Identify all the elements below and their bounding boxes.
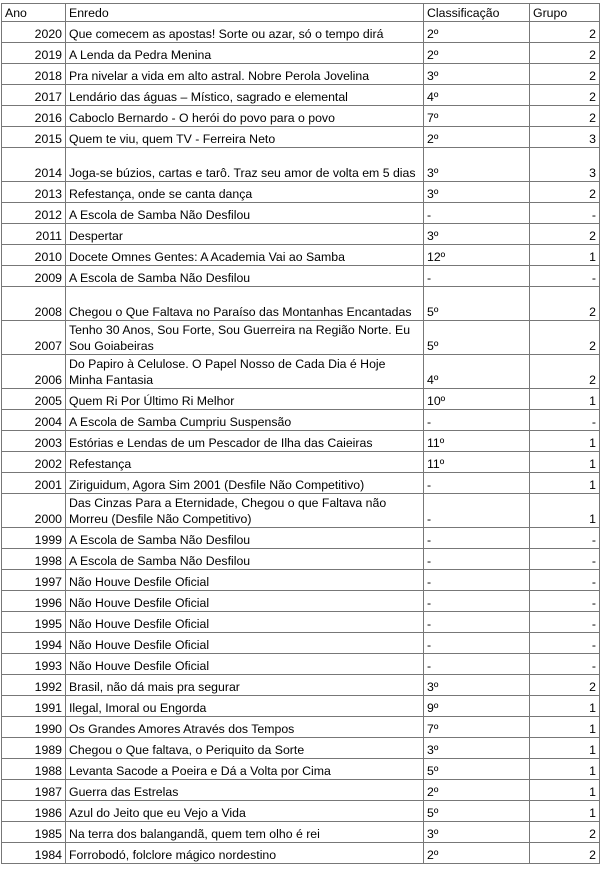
ano-cell: 2000	[2, 494, 66, 528]
ano-cell: 1993	[2, 654, 66, 675]
grupo-cell: 3	[530, 148, 600, 182]
table-row	[2, 549, 600, 570]
classificacao-cell: 5º	[424, 321, 530, 355]
classificacao-cell: 9º	[424, 696, 530, 717]
classificacao-cell: 2º	[424, 43, 530, 64]
classificacao-cell: -	[424, 528, 530, 549]
ano-cell: 1984	[2, 843, 66, 864]
grupo-cell: 2	[530, 675, 600, 696]
grupo-cell: 3	[530, 127, 600, 148]
grupo-cell: -	[530, 410, 600, 431]
classificacao-cell: 3º	[424, 675, 530, 696]
classificacao-cell: 11º	[424, 431, 530, 452]
table-row	[2, 473, 600, 494]
ano-cell: 2002	[2, 452, 66, 473]
enredo-cell: Não Houve Desfile Oficial	[66, 570, 424, 591]
classificacao-cell: 2º	[424, 780, 530, 801]
enredo-cell: Chegou o Que Faltava no Paraíso das Montanhas Encantadas	[66, 287, 424, 321]
classificacao-cell: -	[424, 410, 530, 431]
ano-cell: 2012	[2, 203, 66, 224]
table-row	[2, 321, 600, 355]
grupo-cell: 2	[530, 22, 600, 43]
enredo-cell: A Lenda da Pedra Menina	[66, 43, 424, 64]
classificacao-cell: -	[424, 612, 530, 633]
grupo-cell: -	[530, 633, 600, 654]
classificacao-cell: -	[424, 473, 530, 494]
classificacao-cell: 3º	[424, 148, 530, 182]
grupo-cell: 1	[530, 717, 600, 738]
table-row	[2, 182, 600, 203]
table-row	[2, 389, 600, 410]
grupo-cell: 2	[530, 224, 600, 245]
enredo-cell: Os Grandes Amores Através dos Tempos	[66, 717, 424, 738]
grupo-cell: 1	[530, 696, 600, 717]
table-row	[2, 570, 600, 591]
grupo-cell: -	[530, 266, 600, 287]
grupo-cell: 1	[530, 738, 600, 759]
enredo-cell: Ilegal, Imoral ou Engorda	[66, 696, 424, 717]
classificacao-cell: -	[424, 633, 530, 654]
grupo-cell: 2	[530, 321, 600, 355]
ano-cell: 2019	[2, 43, 66, 64]
table-row	[2, 22, 600, 43]
classificacao-cell: 2º	[424, 843, 530, 864]
enredo-cell: Levanta Sacode a Poeira e Dá a Volta por Cima	[66, 759, 424, 780]
enredo-cell: Refestança	[66, 452, 424, 473]
table-row	[2, 266, 600, 287]
enredo-cell: Refestança, onde se canta dança	[66, 182, 424, 203]
classificacao-cell: 12º	[424, 245, 530, 266]
ano-cell: 2018	[2, 64, 66, 85]
classificacao-cell: 3º	[424, 182, 530, 203]
table-row	[2, 801, 600, 822]
table-row	[2, 528, 600, 549]
ano-cell: 2004	[2, 410, 66, 431]
grupo-cell: 1	[530, 452, 600, 473]
grupo-cell: 2	[530, 43, 600, 64]
classificacao-cell: 4º	[424, 355, 530, 389]
classificacao-cell: 5º	[424, 801, 530, 822]
grupo-cell: 2	[530, 822, 600, 843]
ano-cell: 2013	[2, 182, 66, 203]
ano-cell: 1987	[2, 780, 66, 801]
grupo-cell: 2	[530, 182, 600, 203]
grupo-cell: 2	[530, 287, 600, 321]
grupo-cell: 1	[530, 759, 600, 780]
grupo-cell: 1	[530, 389, 600, 410]
ano-cell: 2014	[2, 148, 66, 182]
table-row	[2, 822, 600, 843]
ano-cell: 1997	[2, 570, 66, 591]
table-row	[2, 127, 600, 148]
enredo-cell: Brasil, não dá mais pra segurar	[66, 675, 424, 696]
grupo-cell: -	[530, 591, 600, 612]
ano-cell: 2008	[2, 287, 66, 321]
classificacao-cell: 2º	[424, 22, 530, 43]
grupo-cell: -	[530, 203, 600, 224]
ano-cell: 1999	[2, 528, 66, 549]
grupo-cell: -	[530, 612, 600, 633]
table-row	[2, 759, 600, 780]
classificacao-cell: -	[424, 654, 530, 675]
table-row	[2, 654, 600, 675]
ano-cell: 2017	[2, 85, 66, 106]
enredo-cell: Azul do Jeito que eu Vejo a Vida	[66, 801, 424, 822]
ano-cell: 1988	[2, 759, 66, 780]
ano-cell: 1989	[2, 738, 66, 759]
table-row	[2, 245, 600, 266]
table-row	[2, 675, 600, 696]
enredo-cell: Do Papiro à Celulose. O Papel Nosso de Cada Dia é Hoje Minha Fantasia	[66, 355, 424, 389]
ano-cell: 2007	[2, 321, 66, 355]
enredo-cell: Quem te viu, quem TV - Ferreira Neto	[66, 127, 424, 148]
enredo-cell: Estórias e Lendas de um Pescador de Ilha das Caieiras	[66, 431, 424, 452]
classificacao-cell: -	[424, 494, 530, 528]
table-row	[2, 355, 600, 389]
ano-cell: 2010	[2, 245, 66, 266]
classificacao-cell: -	[424, 570, 530, 591]
enredo-cell: A Escola de Samba Não Desfilou	[66, 528, 424, 549]
ano-cell: 1991	[2, 696, 66, 717]
ano-cell: 2011	[2, 224, 66, 245]
classificacao-cell: 4º	[424, 85, 530, 106]
table-row	[2, 843, 600, 864]
table-row	[2, 85, 600, 106]
classificacao-cell: -	[424, 549, 530, 570]
grupo-cell: -	[530, 549, 600, 570]
table-row	[2, 738, 600, 759]
enredo-cell: Chegou o Que faltava, o Periquito da Sorte	[66, 738, 424, 759]
grupo-cell: -	[530, 570, 600, 591]
grupo-cell: 2	[530, 843, 600, 864]
table-row	[2, 410, 600, 431]
table-body	[2, 22, 600, 864]
grupo-cell: 2	[530, 106, 600, 127]
table-row	[2, 633, 600, 654]
ano-cell: 2005	[2, 389, 66, 410]
table-row	[2, 591, 600, 612]
ano-cell: 1990	[2, 717, 66, 738]
enredo-cell: Ziriguidum, Agora Sim 2001 (Desfile Não Competitivo)	[66, 473, 424, 494]
enredo-cell: Caboclo Bernardo - O herói do povo para o povo	[66, 106, 424, 127]
enredo-cell: Forrobodó, folclore mágico nordestino	[66, 843, 424, 864]
table-row	[2, 696, 600, 717]
table-row	[2, 106, 600, 127]
ano-cell: 2006	[2, 355, 66, 389]
classificacao-cell: 7º	[424, 106, 530, 127]
enredo-cell: Não Houve Desfile Oficial	[66, 633, 424, 654]
table-row	[2, 431, 600, 452]
ano-cell: 2003	[2, 431, 66, 452]
enredo-cell: Joga-se búzios, cartas e tarô. Traz seu amor de volta em 5 dias	[66, 148, 424, 182]
table-row	[2, 287, 600, 321]
classificacao-cell: 3º	[424, 822, 530, 843]
table-row	[2, 224, 600, 245]
table-row	[2, 452, 600, 473]
grupo-cell: 2	[530, 355, 600, 389]
enredo-cell: Despertar	[66, 224, 424, 245]
grupo-cell: 1	[530, 431, 600, 452]
grupo-cell: 1	[530, 245, 600, 266]
ano-cell: 2009	[2, 266, 66, 287]
grupo-cell: 1	[530, 801, 600, 822]
grupo-cell: 1	[530, 473, 600, 494]
enredo-cell: Não Houve Desfile Oficial	[66, 654, 424, 675]
enredo-cell: Lendário das águas – Místico, sagrado e elemental	[66, 85, 424, 106]
classificacao-cell: -	[424, 203, 530, 224]
enredo-cell: Tenho 30 Anos, Sou Forte, Sou Guerreira na Região Norte. Eu Sou Goiabeiras	[66, 321, 424, 355]
enredo-cell: Das Cinzas Para a Eternidade, Chegou o que Faltava não Morreu (Desfile Não Competitivo)	[66, 494, 424, 528]
grupo-cell: 1	[530, 494, 600, 528]
ano-cell: 1985	[2, 822, 66, 843]
table-row	[2, 148, 600, 182]
table-row	[2, 780, 600, 801]
enredo-cell: Quem Ri Por Último Ri Melhor	[66, 389, 424, 410]
table-row	[2, 64, 600, 85]
enredo-cell: Docete Omnes Gentes: A Academia Vai ao Samba	[66, 245, 424, 266]
classificacao-cell: -	[424, 266, 530, 287]
classificacao-cell: 2º	[424, 127, 530, 148]
table-row	[2, 43, 600, 64]
ano-cell: 2001	[2, 473, 66, 494]
column-header-ano: Ano	[2, 4, 66, 22]
ano-cell: 2016	[2, 106, 66, 127]
enredo-cell: Guerra das Estrelas	[66, 780, 424, 801]
classificacao-cell: 3º	[424, 738, 530, 759]
header-row	[2, 4, 600, 22]
table-row	[2, 203, 600, 224]
ano-cell: 1996	[2, 591, 66, 612]
classificacao-cell: -	[424, 591, 530, 612]
ano-cell: 1995	[2, 612, 66, 633]
classificacao-cell: 11º	[424, 452, 530, 473]
ano-cell: 1992	[2, 675, 66, 696]
classificacao-cell: 7º	[424, 717, 530, 738]
enredo-cell: Não Houve Desfile Oficial	[66, 591, 424, 612]
ano-cell: 2015	[2, 127, 66, 148]
table-row	[2, 717, 600, 738]
samba-results-table	[1, 3, 600, 864]
grupo-cell: -	[530, 654, 600, 675]
column-header-grupo: Grupo	[530, 4, 600, 22]
grupo-cell: 2	[530, 85, 600, 106]
enredo-cell: Na terra dos balangandã, quem tem olho é rei	[66, 822, 424, 843]
grupo-cell: -	[530, 528, 600, 549]
enredo-cell: A Escola de Samba Não Desfilou	[66, 266, 424, 287]
enredo-cell: A Escola de Samba Não Desfilou	[66, 549, 424, 570]
grupo-cell: 1	[530, 780, 600, 801]
table-row	[2, 494, 600, 528]
column-header-classificacao: Classificação	[424, 4, 530, 22]
ano-cell: 1986	[2, 801, 66, 822]
enredo-cell: Pra nivelar a vida em alto astral. Nobre Perola Jovelina	[66, 64, 424, 85]
ano-cell: 1998	[2, 549, 66, 570]
ano-cell: 2020	[2, 22, 66, 43]
column-header-enredo: Enredo	[66, 4, 424, 22]
enredo-cell: A Escola de Samba Cumpriu Suspensão	[66, 410, 424, 431]
enredo-cell: A Escola de Samba Não Desfilou	[66, 203, 424, 224]
classificacao-cell: 5º	[424, 759, 530, 780]
grupo-cell: 2	[530, 64, 600, 85]
classificacao-cell: 5º	[424, 287, 530, 321]
enredo-cell: Que comecem as apostas! Sorte ou azar, só o tempo dirá	[66, 22, 424, 43]
table-row	[2, 612, 600, 633]
ano-cell: 1994	[2, 633, 66, 654]
classificacao-cell: 10º	[424, 389, 530, 410]
enredo-cell: Não Houve Desfile Oficial	[66, 612, 424, 633]
classificacao-cell: 3º	[424, 64, 530, 85]
classificacao-cell: 3º	[424, 224, 530, 245]
